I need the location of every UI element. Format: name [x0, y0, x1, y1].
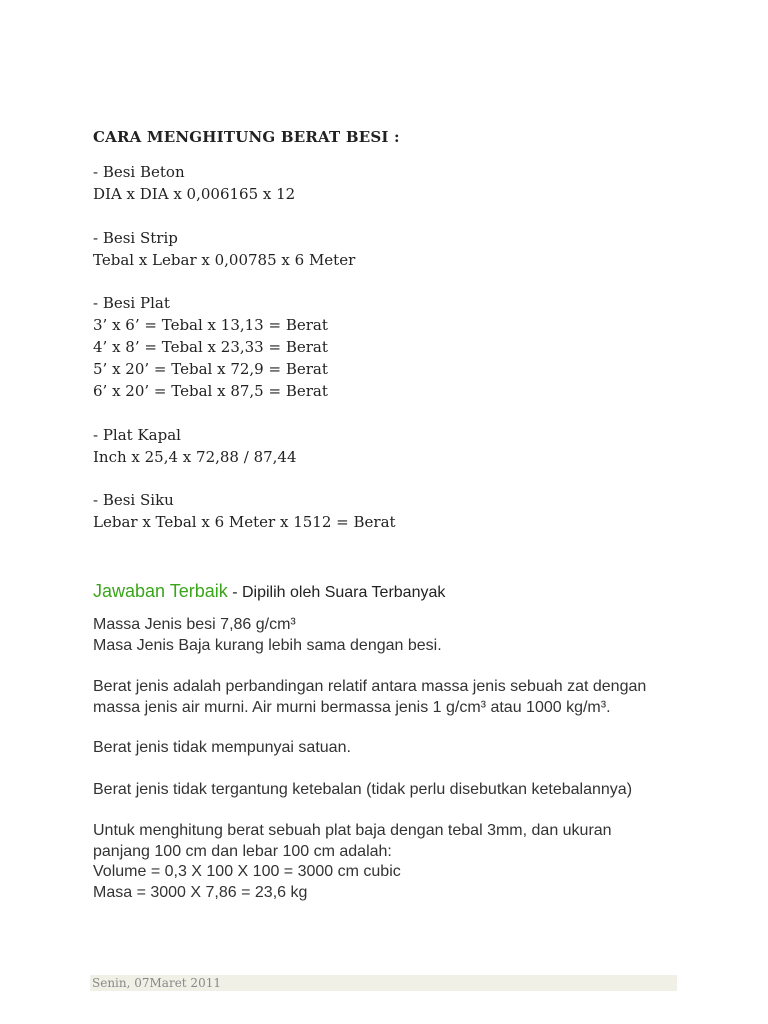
- formula-line: Inch x 25,4 x 72,88 / 87,44: [93, 448, 297, 466]
- paragraph-line: Massa Jenis besi 7,86 g/cm³: [93, 616, 296, 633]
- answer-paragraph: [93, 738, 693, 759]
- paragraph-line: Berat jenis adalah perbandingan relatif antara massa jenis sebuah zat dengan: [93, 678, 647, 695]
- answer-subtitle: - Dipilih oleh Suara Terbanyak: [227, 584, 446, 601]
- formula-line: 4’ x 8’ = Tebal x 23,33 = Berat: [93, 338, 328, 356]
- formula-line: Tebal x Lebar x 0,00785 x 6 Meter: [93, 251, 356, 269]
- page-title: CARA MENGHITUNG BERAT BESI :: [93, 128, 400, 146]
- answer-paragraph: [93, 821, 693, 903]
- paragraph-line: Berat jenis tidak mempunyai satuan.: [93, 739, 351, 756]
- section-plat-kapal: [93, 424, 297, 468]
- paragraph-line: Masa Jenis Baja kurang lebih sama dengan besi.: [93, 636, 442, 654]
- paragraph-line: Volume = 0,3 X 100 X 100 = 3000 cm cubic: [93, 863, 401, 880]
- paragraph-line: Berat jenis tidak tergantung ketebalan (tidak perlu disebutkan ketebalannya): [93, 781, 633, 798]
- paragraph-line: massa jenis air murni. Air murni bermassa jenis 1 g/cm³ atau 1000 kg/m³.: [93, 698, 611, 716]
- section-besi-siku: [93, 489, 396, 533]
- section-label: - Besi Siku: [93, 491, 174, 509]
- paragraph-line: panjang 100 cm dan lebar 100 cm adalah:: [93, 842, 392, 860]
- section-besi-plat: [93, 292, 328, 402]
- paragraph-line: Masa = 3000 X 7,86 = 23,6 kg: [93, 883, 308, 901]
- section-besi-beton: [93, 161, 295, 205]
- formula-line: Lebar x Tebal x 6 Meter x 1512 = Berat: [93, 513, 396, 531]
- formula-line: 3’ x 6’ = Tebal x 13,13 = Berat: [93, 316, 328, 334]
- formula-line: DIA x DIA x 0,006165 x 12: [93, 185, 296, 203]
- formula-line: 5’ x 20’ = Tebal x 72,9 = Berat: [93, 360, 328, 378]
- footer-date: Senin, 07Maret 2011: [90, 975, 677, 991]
- section-label: - Besi Strip: [93, 229, 178, 247]
- section-label: - Plat Kapal: [93, 426, 181, 444]
- section-besi-strip: [93, 227, 355, 271]
- paragraph-line: Untuk menghitung berat sebuah plat baja dengan tebal 3mm, dan ukuran: [93, 822, 612, 839]
- answer-title: Jawaban Terbaik: [93, 581, 228, 601]
- section-label: - Besi Beton: [93, 163, 185, 181]
- answer-paragraph: [93, 780, 693, 801]
- answer-header: [93, 581, 445, 604]
- answer-paragraph: [93, 615, 693, 656]
- answer-paragraph: [93, 677, 693, 718]
- formula-line: 6’ x 20’ = Tebal x 87,5 = Berat: [93, 382, 328, 400]
- section-label: - Besi Plat: [93, 294, 170, 312]
